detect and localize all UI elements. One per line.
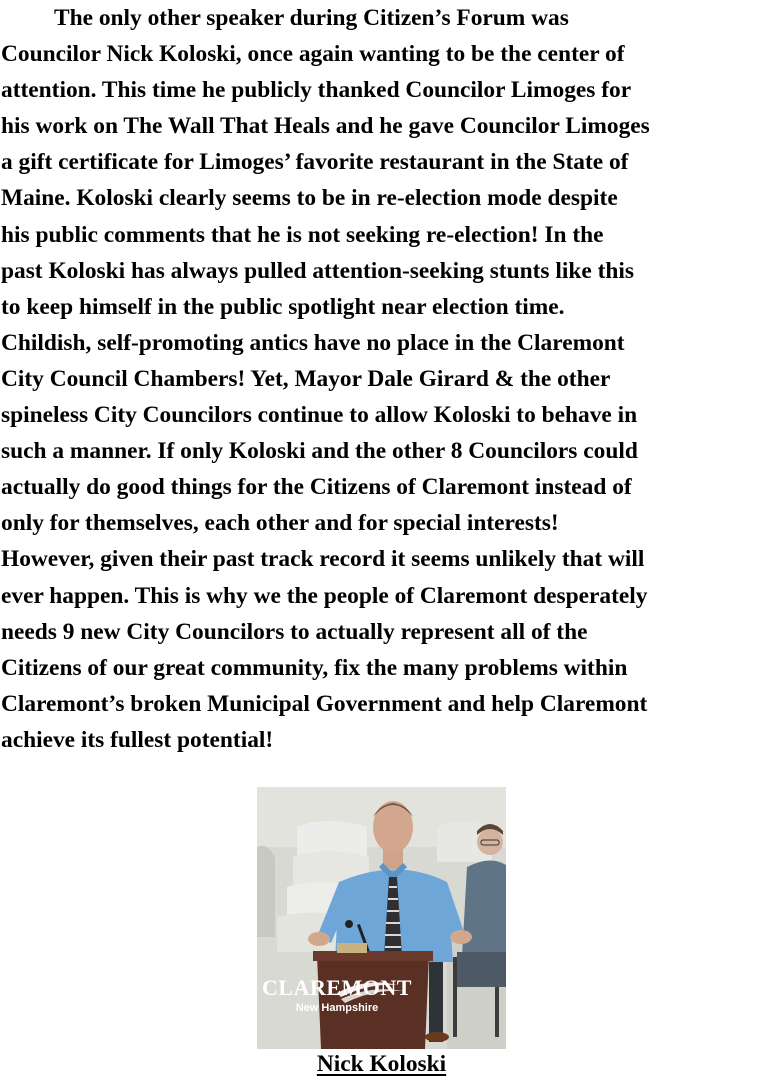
article-line: achieve its fullest potential! [1, 726, 274, 753]
article-line: Citizens of our great community, fix the many problems within [1, 654, 628, 681]
article-line: needs 9 new City Councilors to actually represent all of the [1, 618, 588, 645]
article-line: The only other speaker during Citizen’s Forum was [54, 5, 569, 31]
article-line: City Council Chambers! Yet, Mayor Dale Girard & the other [1, 365, 611, 392]
article-line: spineless City Councilors continue to allow Koloski to behave in [1, 402, 638, 429]
article-line: attention. This time he publicly thanked Councilor Limoges for [1, 77, 632, 104]
photo-caption: Nick Koloski [316, 1051, 447, 1077]
podium-sign-main: CLAREMONT [262, 975, 412, 1000]
article-line: ever happen. This is why we the people of Claremont desperately [1, 582, 648, 609]
article-line: Childish, self-promoting antics have no place in the Claremont [1, 329, 625, 356]
article-body [1, 0, 759, 758]
article-line: However, given their past track record it seems unlikely that will [1, 546, 645, 573]
article-line: such a manner. If only Koloski and the other 8 Councilors could [1, 438, 638, 465]
podium-sign-sub: New Hampshire [295, 1002, 379, 1014]
podium-sign [257, 977, 417, 1017]
article-line: Maine. Koloski clearly seems to be in re-election mode despite [1, 185, 618, 212]
article-line: to keep himself in the public spotlight near election time. [1, 293, 565, 320]
speaker-photo [257, 787, 506, 1049]
article-line: Claremont’s broken Municipal Government and help Claremont [1, 690, 648, 717]
article-line: past Koloski has always pulled attention-seeking stunts like this [1, 257, 634, 284]
article-line: his work on The Wall That Heals and he gave Councilor Limoges [1, 113, 650, 140]
article-line: Councilor Nick Koloski, once again wanting to be the center of [1, 41, 625, 68]
article [1, 0, 759, 758]
article-line: a gift certificate for Limoges’ favorite restaurant in the State of [1, 149, 629, 176]
article-line: only for themselves, each other and for special interests! [1, 510, 559, 537]
speaker-photo-block [257, 787, 506, 1049]
article-line: his public comments that he is not seeking re-election! In the [1, 221, 604, 248]
article-line: actually do good things for the Citizens of Claremont instead of [1, 474, 632, 501]
